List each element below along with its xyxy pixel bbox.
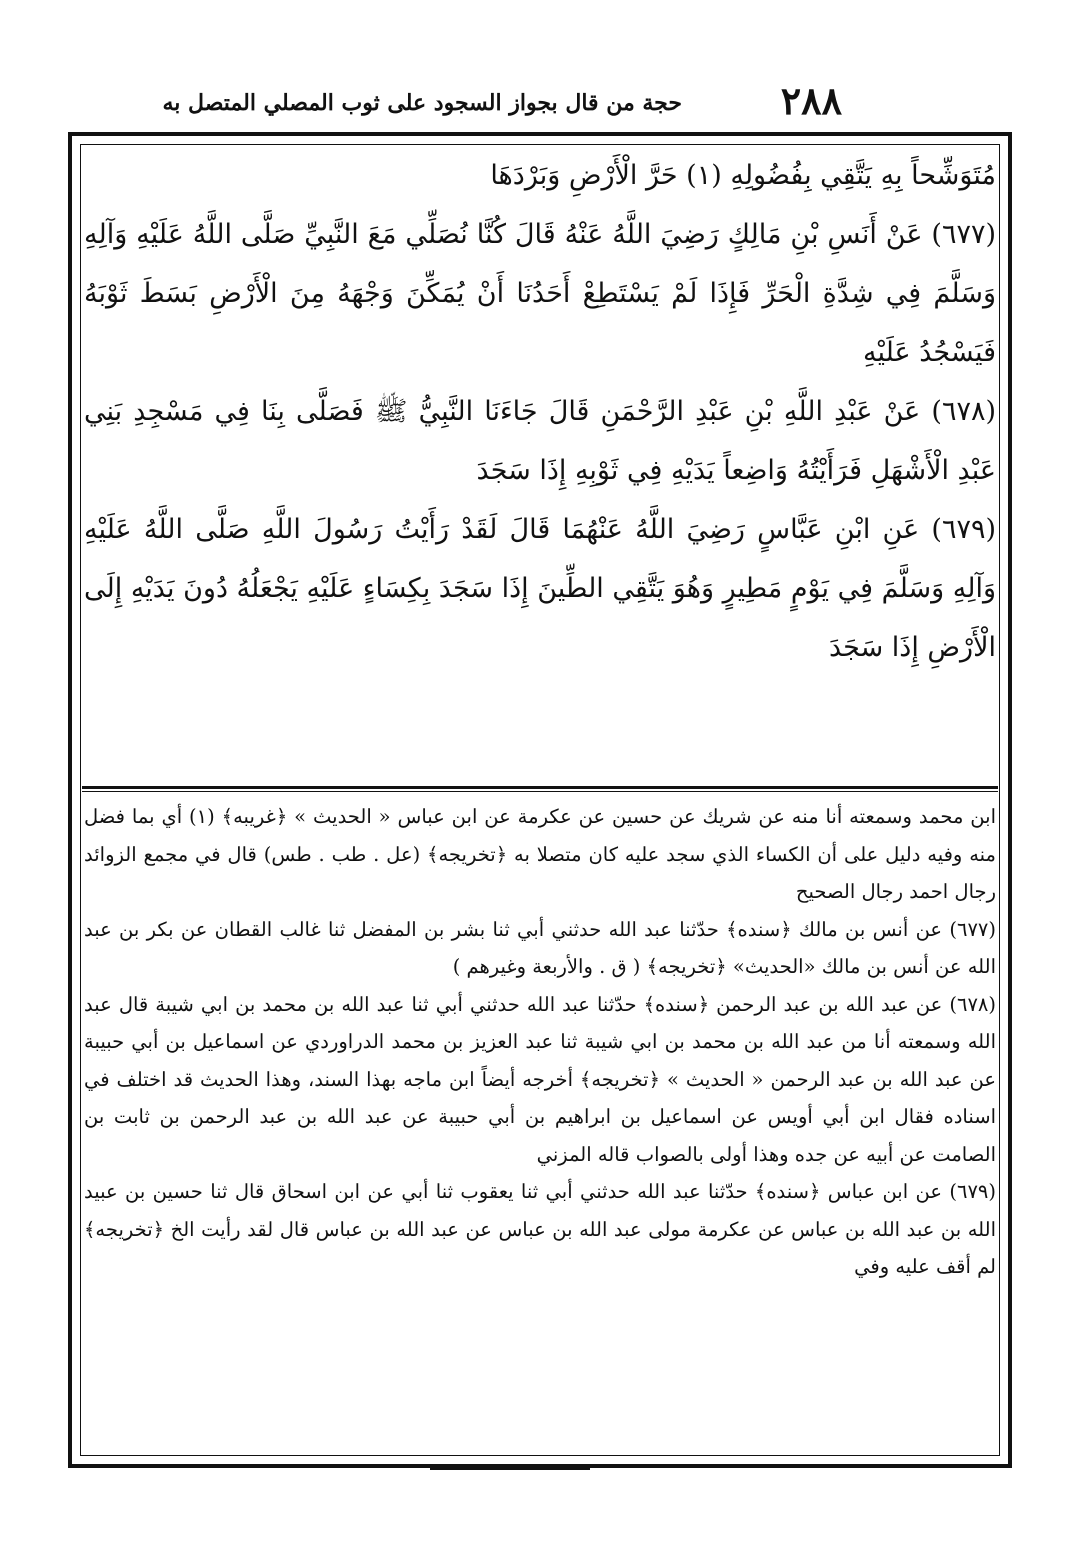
commentary-paragraph-679: (٦٧٩) عن ابن عباس ﴿سنده﴾ حدّثنا عبد الله حدثني أبي ثنا يعقوب ثنا أبي عن ابن اسحاق قال ثنا حسين بن عبيد الله بن عبد الله بن عباس عن عكرمة مولى عبد الله بن عباس عن عبد الله بن عباس قال لقد رأيت الخ ﴿تخريجه﴾ لم أقف عليه وفي	[84, 1180, 996, 1278]
page-header	[92, 70, 852, 130]
section-divider-thin	[82, 791, 998, 792]
hadith-text-block	[84, 146, 996, 766]
commentary-paragraph-678: (٦٧٨) عن عبد الله بن عبد الرحمن ﴿سنده﴾ حدّثنا عبد الله حدثني أبي ثنا عبد الله بن محمد بن ابي شيبة قال عبد الله وسمعته أنا من عبد الله بن محمد بن ابي شيبة ثنا عبد العزيز بن محمد الدراوردي عن اسماعيل بن أبي حبيبة عن عبد الله بن عبد الرحمن « الحديث » ﴿تخريجه﴾ أخرجه أيضاً ابن ماجه بهذا السند، وهذا الحديث قد اختلف في اسناده فقال ابن أبي أويس عن اسماعيل بن ابراهيم بن أبي حبيبة عن عبد الله بن عبد الرحمن بن ثابت بن الصامت عن أبيه عن جده وهذا أولى بالصواب قاله المزني	[84, 992, 996, 1166]
hadith-677: (٦٧٧) عَنْ أَنَسِ بْنِ مَالِكٍ رَضِيَ اللَّهُ عَنْهُ قَالَ كُنَّا نُصَلِّي مَعَ النَّبِيِّ صَلَّى اللَّهُ عَلَيْهِ وَآلِهِ وَسَلَّمَ فِي شِدَّةِ الْحَرِّ فَإِذَا لَمْ يَسْتَطِعْ أَحَدُنَا أَنْ يُمَكِّنَ وَجْهَهُ مِنَ الْأَرْضِ بَسَطَ ثَوْبَهُ فَيَسْجُدُ عَلَيْهِ	[84, 219, 996, 368]
hadith-678: (٦٧٨) عَنْ عَبْدِ اللَّهِ بْنِ عَبْدِ الرَّحْمَنِ قَالَ جَاءَنَا النَّبِيُّ ﷺ فَصَلَّى بِنَا فِي مَسْجِدِ بَنِي عَبْدِ الْأَشْهَلِ فَرَأَيْتُهُ وَاضِعاً يَدَيْهِ فِي ثَوْبِهِ إِذَا سَجَدَ	[84, 396, 996, 486]
commentary-paragraph-677: (٦٧٧) عن أنس بن مالك ﴿سنده﴾ حدّثنا عبد الله حدثني أبي ثنا بشر بن المفضل ثنا غالب القطان عن بكر بن عبد الله عن أنس بن مالك «الحديث» ﴿تخريجه﴾ ( ق . والأربعة وغيرهم )	[84, 917, 996, 978]
text-frame	[68, 132, 1012, 1468]
hadith-continuation: مُتَوَشِّحاً بِهِ يَتَّقِي بِفُضُولِهِ (١) حَرَّ الْأَرْضِ وَبَرْدَهَا	[490, 160, 996, 191]
running-title: حجة من قال بجواز السجود على ثوب المصلي المتصل به	[162, 90, 682, 116]
commentary-paragraph-intro: ابن محمد وسمعته أنا منه عن شريك عن حسين عن عكرمة عن ابن عباس « الحديث » ﴿غريبه﴾ (١) أي بما فضل منه وفيه دليل على أن الكساء الذي سجد عليه كان متصلا به ﴿تخريجه﴾ (عل . طب . طس) قال في مجمع الزوائد رجال احمد رجال الصحيح	[84, 805, 996, 903]
page-number: ٢٨٨	[780, 78, 842, 123]
commentary-block	[84, 798, 996, 1448]
section-divider	[82, 786, 998, 789]
hadith-679: (٦٧٩) عَنِ ابْنِ عَبَّاسٍ رَضِيَ اللَّهُ عَنْهُمَا قَالَ لَقَدْ رَأَيْتُ رَسُولَ اللَّهِ صَلَّى اللَّهُ عَلَيْهِ وَآلِهِ وَسَلَّمَ فِي يَوْمٍ مَطِيرٍ وَهُوَ يَتَّقِي الطِّينَ إِذَا سَجَدَ بِكِسَاءٍ عَلَيْهِ يَجْعَلُهُ دُونَ يَدَيْهِ إِلَى الْأَرْضِ إِذَا سَجَدَ	[84, 514, 996, 663]
bottom-ornament-rule	[430, 1468, 590, 1470]
